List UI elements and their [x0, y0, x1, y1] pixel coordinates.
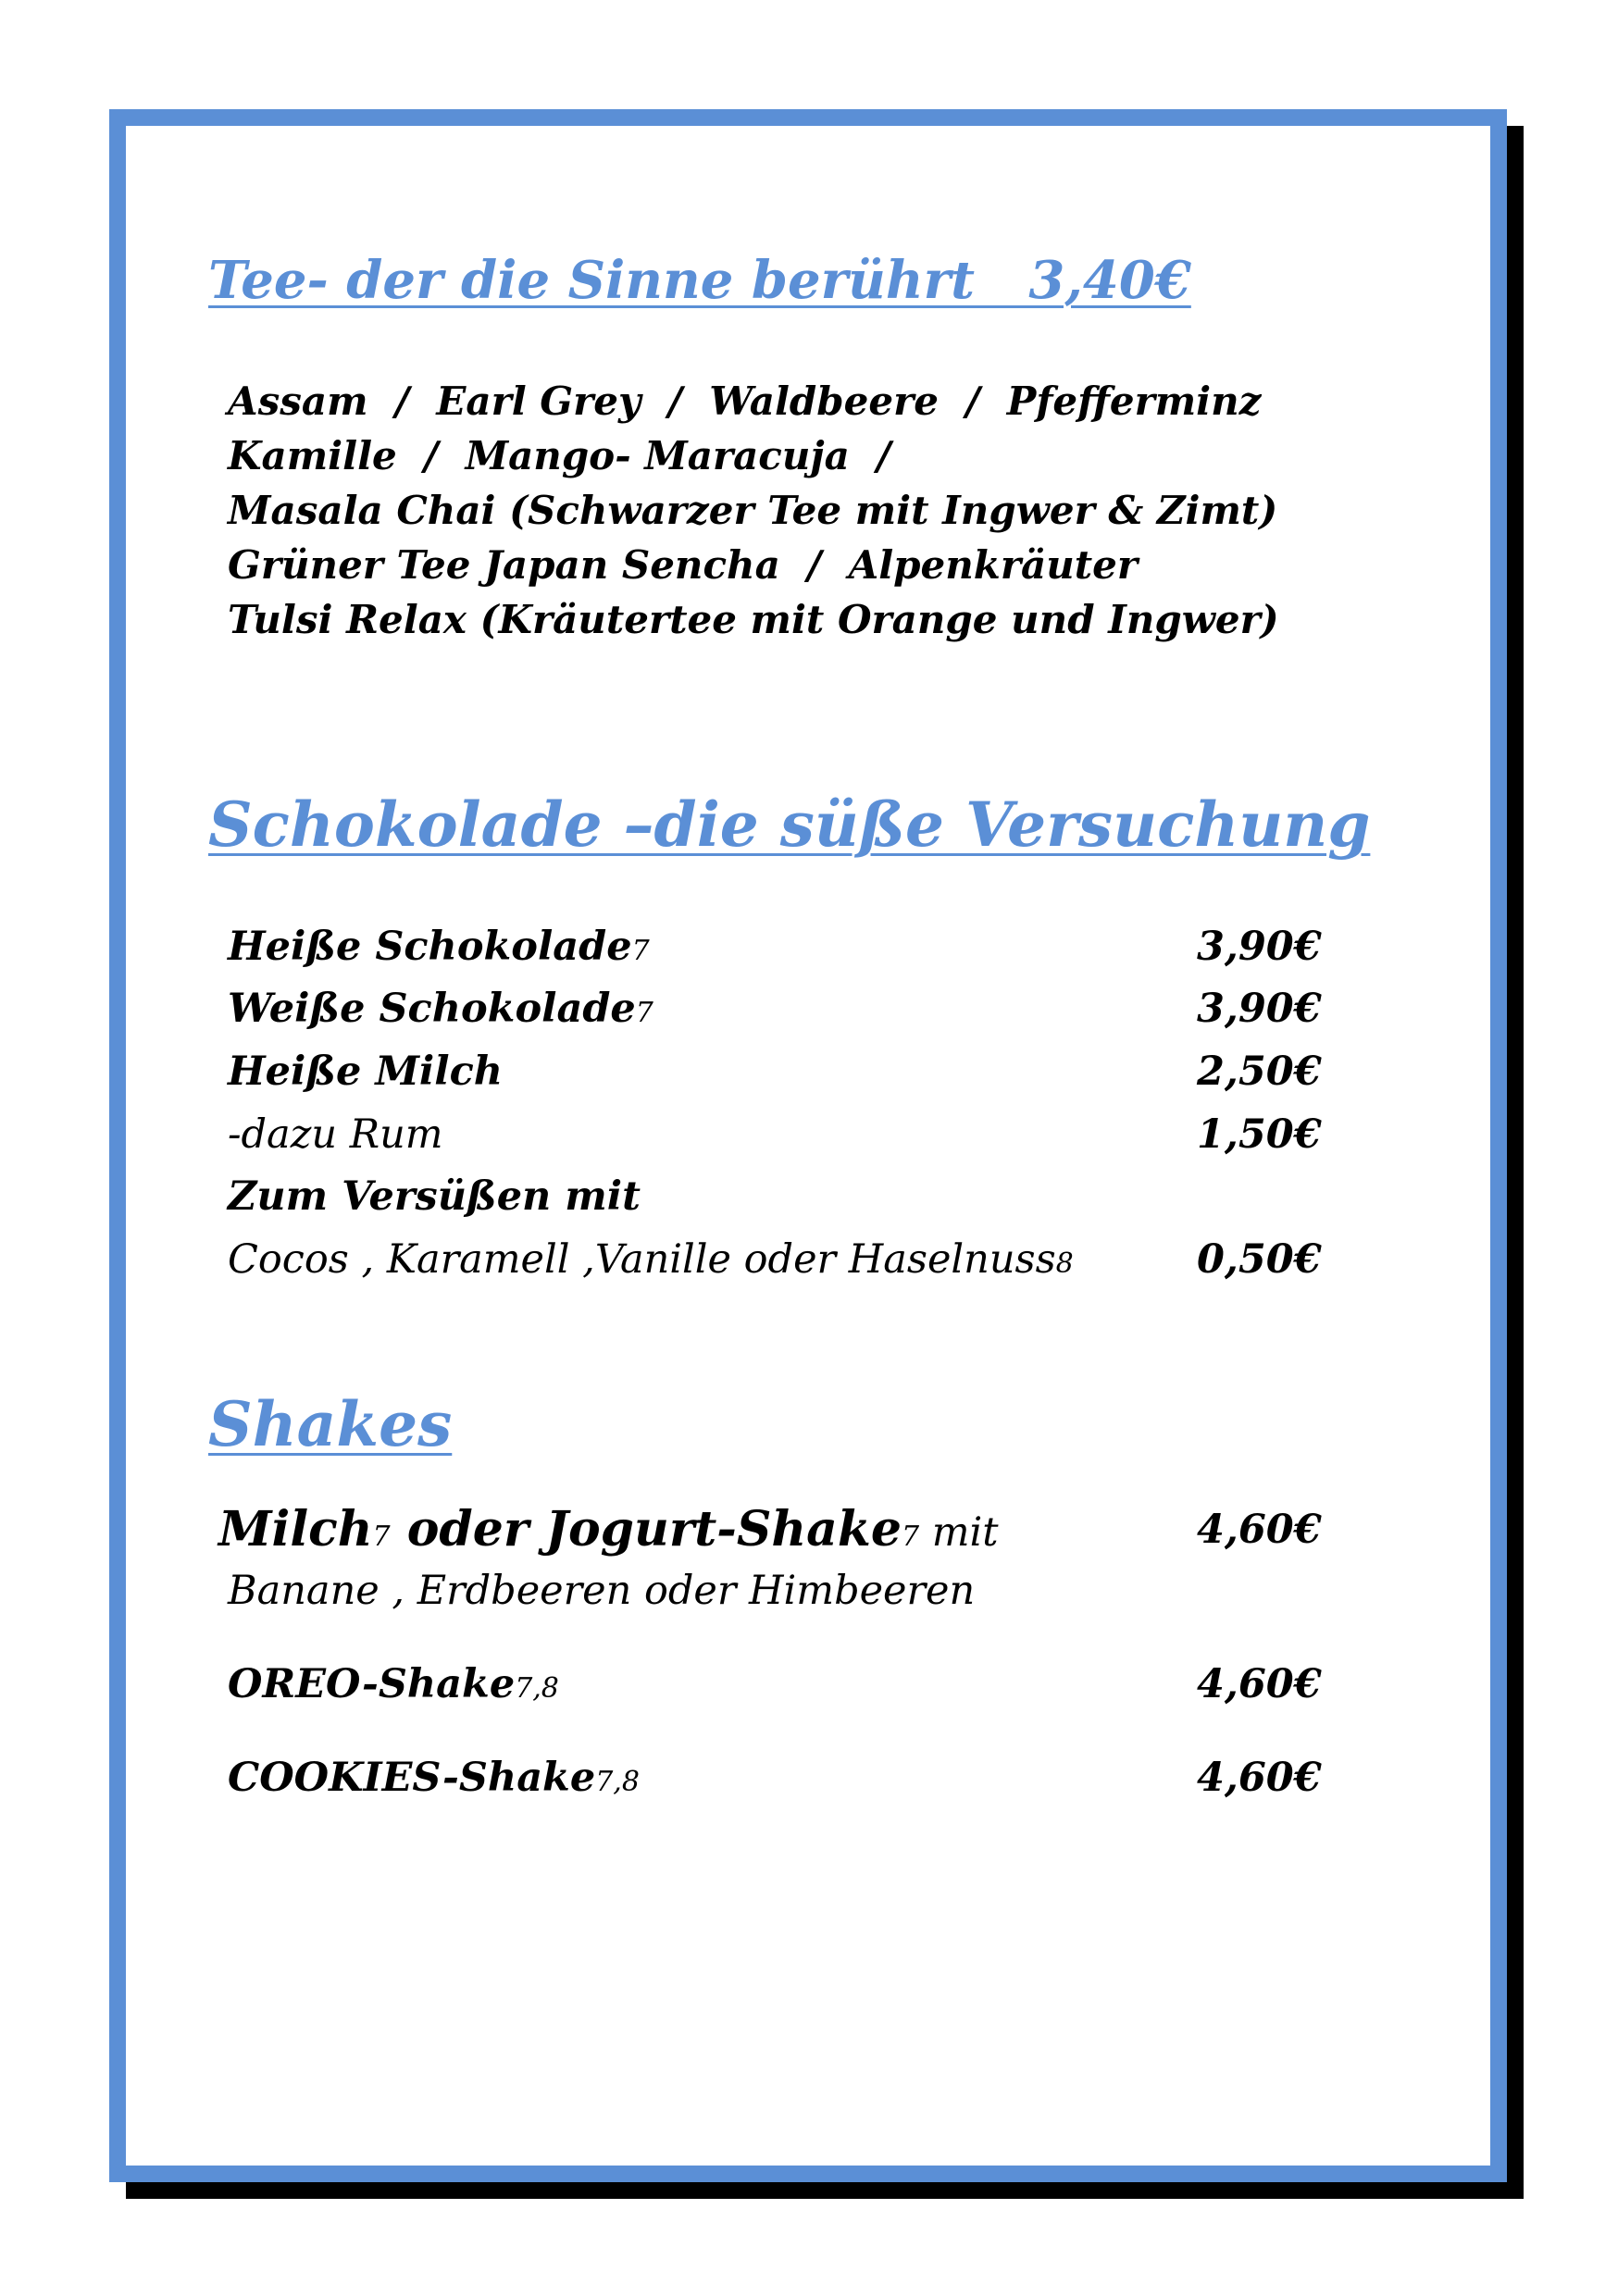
allergen-note: 7,8: [515, 1672, 559, 1705]
tea-list: [228, 374, 1385, 647]
item-name: Heiße Milch: [228, 1049, 504, 1095]
tea-line: Tulsi Relax (Kräutertee mit Orange und Ingwer): [228, 597, 1279, 642]
allergen-note: 7: [631, 935, 650, 967]
allergen-note: 7: [372, 1520, 391, 1553]
tea-line: Masala Chai (Schwarzer Tee mit Ingwer & Zimt): [228, 488, 1278, 533]
shakes-heading: Shakes: [208, 1388, 453, 1460]
menu-item-hot-chocolate: [228, 924, 1320, 979]
item-name: COOKIES-Shake7,8: [228, 1755, 640, 1801]
menu-item-syrups: [228, 1236, 1320, 1292]
item-name: -dazu Rum: [228, 1111, 443, 1158]
chocolate-heading: Schokolade –die süße Versuchung: [208, 788, 1371, 861]
item-price: 1,50€: [1197, 1111, 1322, 1158]
allergen-note: 7: [902, 1520, 920, 1553]
tea-heading: Tee- der die Sinne berührt 3,40€: [208, 250, 1191, 311]
item-name: Heiße Schokolade7: [228, 924, 650, 970]
item-price: 0,50€: [1197, 1236, 1322, 1283]
item-description: Banane , Erdbeeren oder Himbeeren: [228, 1568, 976, 1614]
tea-line: Grüner Tee Japan Sencha / Alpenkräuter: [228, 542, 1139, 588]
allergen-note: 8: [1055, 1247, 1074, 1280]
menu-item-oreo-shake: [228, 1661, 1320, 1717]
item-price: 4,60€: [1197, 1507, 1322, 1553]
item-price: 4,60€: [1197, 1661, 1322, 1707]
menu-item-white-chocolate: [228, 986, 1320, 1041]
item-name: Weiße Schokolade7: [228, 986, 653, 1032]
menu-item-milk-shake: [218, 1501, 1322, 1566]
tea-line: Assam / Earl Grey / Waldbeere / Pfefferminz: [228, 379, 1262, 424]
menu-item-cookies-shake: [228, 1755, 1320, 1810]
allergen-note: 7,8: [595, 1766, 640, 1798]
item-name: OREO-Shake7,8: [228, 1661, 559, 1707]
item-name: Zum Versüßen mit: [228, 1173, 641, 1220]
menu-item-shake-flavors: [228, 1568, 1320, 1623]
item-price: 3,90€: [1197, 986, 1322, 1032]
item-name: Cocos , Karamell ,Vanille oder Haselnuss8: [228, 1236, 1074, 1283]
tea-line: Kamille / Mango- Maracuja /: [228, 433, 891, 478]
menu-subheading-sweeten: [228, 1173, 1320, 1229]
item-price: 4,60€: [1197, 1755, 1322, 1801]
menu-item-hot-milk: [228, 1049, 1320, 1104]
item-price: 3,90€: [1197, 924, 1322, 970]
menu-item-rum-addon: [228, 1111, 1320, 1167]
item-price: 2,50€: [1197, 1049, 1322, 1095]
item-name: Milch7 oder Jogurt-Shake7 mit: [218, 1501, 999, 1558]
allergen-note: 7: [635, 997, 653, 1029]
